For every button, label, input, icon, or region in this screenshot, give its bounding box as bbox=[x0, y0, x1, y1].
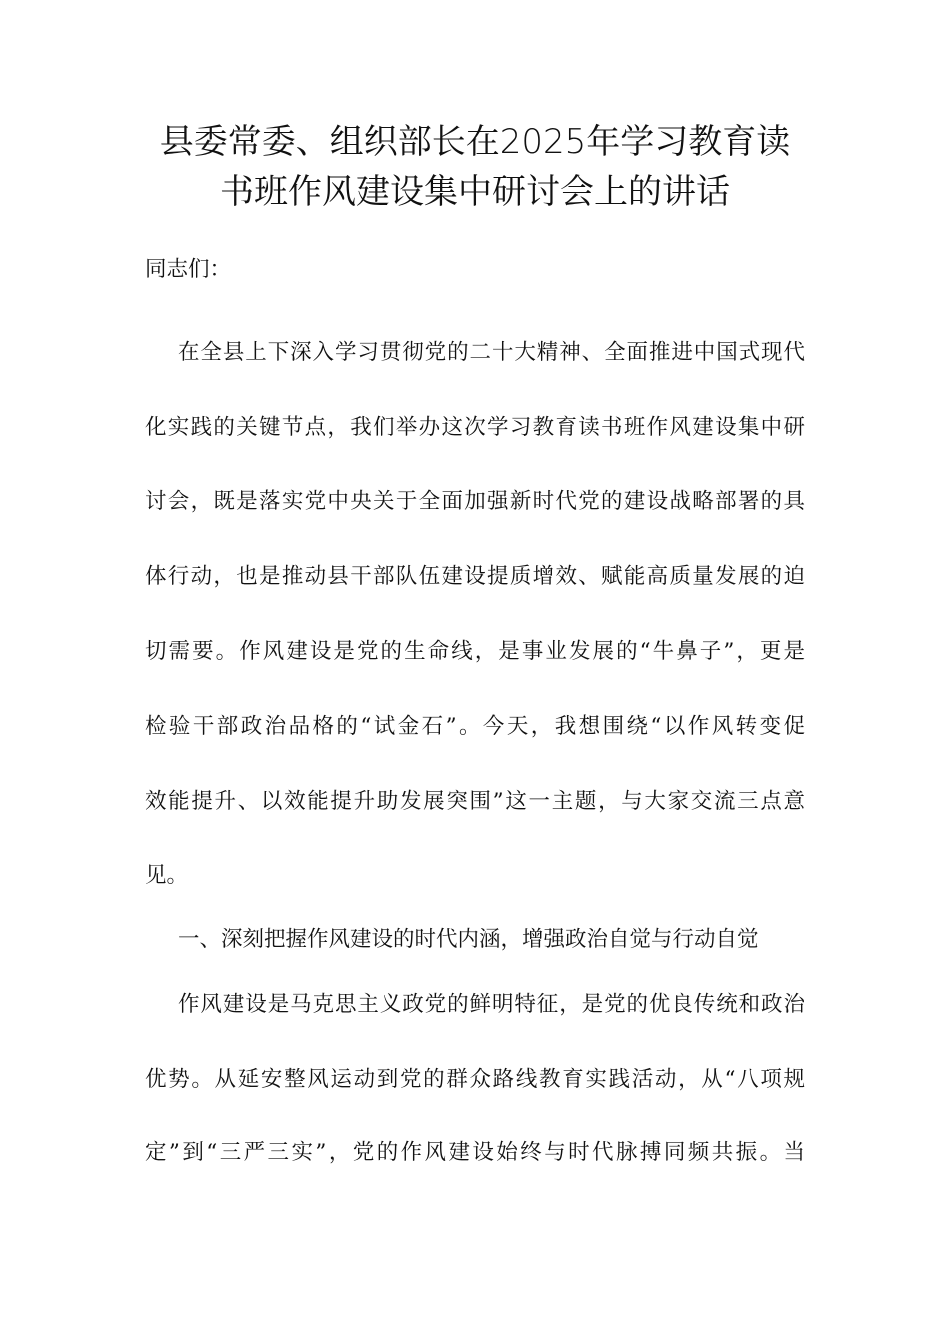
section-heading: 一、深刻把握作风建设的时代内涵，增强政治自觉与行动自觉 bbox=[178, 927, 759, 952]
paragraph-line: 在全县上下深入学习贯彻党的二十大精神、全面推进中国式现代 bbox=[178, 340, 805, 365]
paragraph-line: 见。 bbox=[145, 863, 189, 888]
paragraph-line: 定”到“三严三实”，党的作风建设始终与时代脉搏同频共振。当 bbox=[145, 1140, 805, 1165]
paragraph-line: 切需要。作风建设是党的生命线，是事业发展的“牛鼻子”，更是 bbox=[145, 639, 805, 664]
paragraph-line: 体行动，也是推动县干部队伍建设提质增效、赋能高质量发展的迫 bbox=[145, 564, 805, 589]
paragraph-line: 讨会，既是落实党中央关于全面加强新时代党的建设战略部署的具 bbox=[145, 489, 805, 514]
salutation: 同志们： bbox=[145, 257, 232, 282]
document-title-line-2: 书班作风建设集中研讨会上的讲话 bbox=[220, 172, 730, 212]
paragraph-line: 化实践的关键节点，我们举办这次学习教育读书班作风建设集中研 bbox=[145, 415, 805, 440]
paragraph-line: 检验干部政治品格的“试金石”。今天，我想围绕“以作风转变促 bbox=[145, 714, 805, 739]
document-title-line-1: 县委常委、组织部长在2025年学习教育读 bbox=[159, 122, 791, 162]
paragraph-line: 效能提升、以效能提升助发展突围”这一主题，与大家交流三点意 bbox=[145, 789, 805, 814]
paragraph-line: 优势。从延安整风运动到党的群众路线教育实践活动，从“八项规 bbox=[145, 1067, 805, 1092]
paragraph-line: 作风建设是马克思主义政党的鲜明特征，是党的优良传统和政治 bbox=[178, 992, 805, 1017]
